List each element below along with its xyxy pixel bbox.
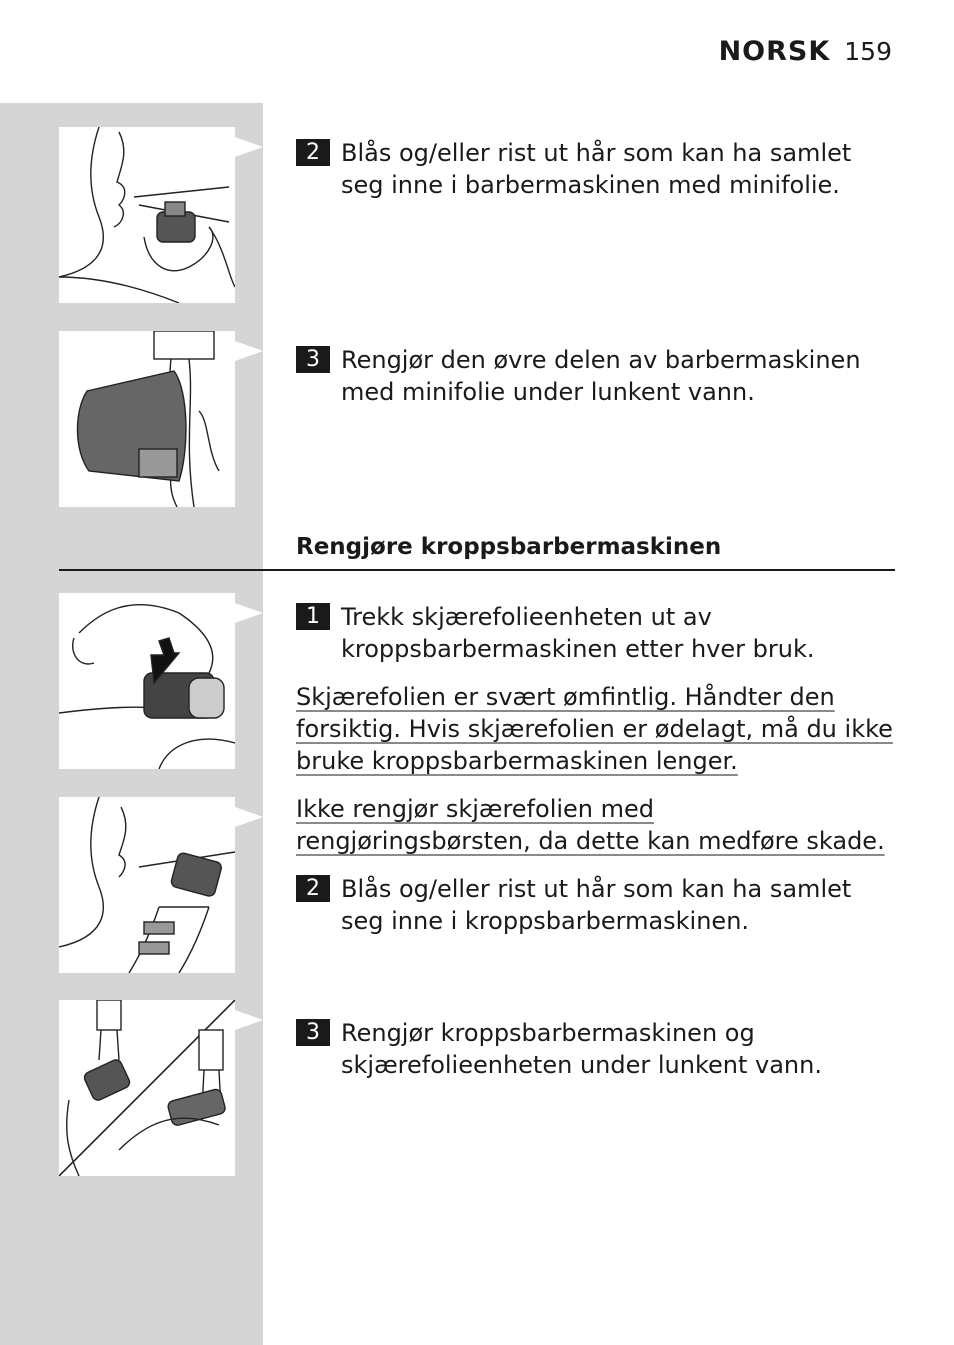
step-number: 2 — [296, 875, 330, 902]
step-text: Blås og/eller rist ut hår som kan ha samlet seg inne i kroppsbarbermaskinen. — [341, 875, 852, 935]
warning-text: Skjærefolien er svært ømfintlig. Håndter den forsiktig. Hvis skjærefolien er ødelagt, må du ikke bruke kroppsbarbermaskinen lenger. — [296, 683, 893, 775]
rinse-minifoil-illustration — [59, 331, 235, 507]
figure-pointer — [235, 807, 263, 827]
language-label: NORSK — [718, 36, 831, 67]
step-text: Rengjør den øvre delen av barbermaskinen med minifolie under lunkent vann. — [341, 346, 861, 406]
blow-minifoil-illustration — [59, 127, 235, 303]
caution-note — [296, 793, 896, 857]
step-item — [296, 1017, 896, 1081]
step-number: 3 — [296, 346, 330, 373]
figure-pointer — [235, 1010, 263, 1030]
step-text: Rengjør kroppsbarbermaskinen og skjærefolieenheten under lunkent vann. — [341, 1019, 822, 1079]
figure-pointer — [235, 603, 263, 623]
caution-text: Ikke rengjør skjærefolien med rengjøringsbørsten, da dette kan medføre skade. — [296, 795, 885, 855]
figure-pointer — [235, 341, 263, 361]
step-text: Blås og/eller rist ut hår som kan ha samlet seg inne i barbermaskinen med minifolie. — [341, 139, 852, 199]
remove-foil-unit-illustration — [59, 593, 235, 769]
step-number: 3 — [296, 1019, 330, 1046]
step-item — [296, 344, 896, 408]
page-number: 159 — [844, 37, 892, 66]
step-item — [296, 137, 896, 201]
step-item — [296, 601, 896, 665]
section-title: Rengjøre kroppsbarbermaskinen — [296, 534, 722, 560]
rinse-body-shaver-illustration — [59, 1000, 235, 1176]
warning-note — [296, 681, 896, 777]
page-header — [719, 36, 892, 67]
blow-body-shaver-illustration — [59, 797, 235, 973]
step-number: 1 — [296, 603, 330, 630]
step-item — [296, 873, 896, 937]
step-number: 2 — [296, 139, 330, 166]
section-divider — [59, 569, 895, 571]
figure-pointer — [235, 137, 263, 157]
step-text: Trekk skjærefolieenheten ut av kroppsbarbermaskinen etter hver bruk. — [341, 603, 815, 663]
